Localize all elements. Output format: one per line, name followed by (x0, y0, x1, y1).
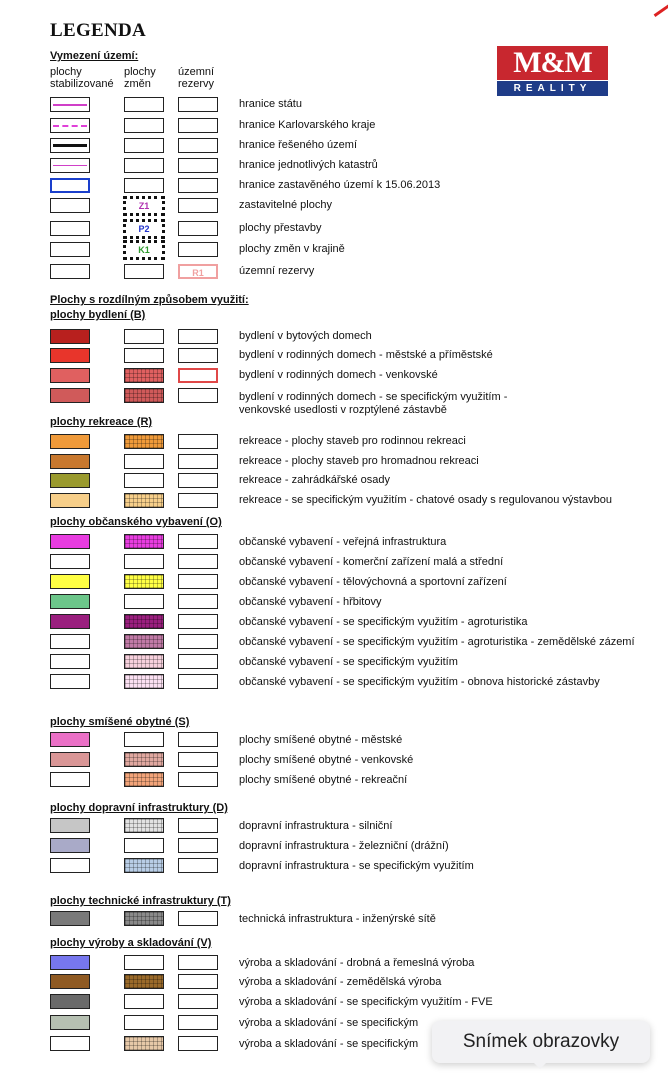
col-header-changes: plochy změn (124, 66, 156, 90)
label-landscape: plochy změn v krajině (239, 243, 345, 255)
tooltip-arrow (532, 1061, 548, 1069)
swatch-landscape-k1: K1 (123, 240, 165, 260)
label-o2: občanské vybavení - komerční zařízení malá a střední (239, 556, 504, 568)
swatch-state-border (50, 97, 90, 112)
label-d3: dopravní infrastruktura - se specifickým využitím (239, 860, 474, 872)
swatch-reserve-r1: R1 (178, 264, 218, 279)
label-state-border: hranice státu (239, 98, 302, 110)
section-vyroba: plochy výroby a skladování (V) (50, 937, 212, 949)
swatch-buildable-z1: Z1 (123, 196, 165, 216)
swatch-built-area (50, 178, 90, 193)
label-r2: rekreace - plochy staveb pro hromadnou rekreaci (239, 455, 479, 467)
label-o5: občanské vybavení - se specifickým využitím - agroturistika (239, 616, 528, 628)
swatch-redevelopment-p2: P2 (123, 219, 165, 239)
label-cadastre-border: hranice jednotlivých katastrů (239, 159, 378, 171)
label-b4b: venkovské usedlosti v rozptýlené zástavbě (239, 404, 447, 416)
label-o1: občanské vybavení - veřejná infrastruktura (239, 536, 447, 548)
label-area-border: hranice řešeného území (239, 139, 358, 151)
screenshot-tooltip[interactable]: Snímek obrazovky (432, 1021, 650, 1063)
label-b2: bydlení v rodinných domech - městské a příměstské (239, 349, 493, 361)
section-vymezeni: Vymezení území: (50, 50, 139, 62)
label-o6: občanské vybavení - se specifickým využitím - agroturistika - zemědělské zázemí (239, 636, 635, 648)
label-redevelopment: plochy přestavby (239, 222, 322, 234)
label-d1: dopravní infrastruktura - silniční (239, 820, 393, 832)
section-smisene: plochy smíšené obytné (S) (50, 716, 190, 728)
label-o8: občanské vybavení - se specifickým využitím - obnova historické zástavby (239, 676, 600, 688)
label-s3: plochy smíšené obytné - rekreační (239, 774, 408, 786)
swatch-region-border (50, 118, 90, 133)
corner-mark (648, 0, 668, 17)
label-t1: technická infrastruktura - inženýrské sítě (239, 913, 436, 925)
label-r1: rekreace - plochy staveb pro rodinnou rekreaci (239, 435, 466, 447)
label-r4: rekreace - se specifickým využitím - chatové osady s regulovanou výstavbou (239, 494, 612, 506)
section-obcanske: plochy občanského vybavení (O) (50, 516, 222, 528)
label-v4: výroba a skladování - se specifickým (239, 1017, 419, 1029)
label-o7: občanské vybavení - se specifickým využitím (239, 656, 458, 668)
label-b4a: bydlení v rodinných domech - se specifickým využitím - (239, 391, 508, 403)
label-o4: občanské vybavení - hřbitovy (239, 596, 382, 608)
label-v3: výroba a skladování - se specifickým využitím - FVE (239, 996, 493, 1008)
label-b1: bydlení v bytových domech (239, 330, 372, 342)
swatch-area-border (50, 138, 90, 153)
swatch-cadastre-border (50, 158, 90, 173)
section-bydleni: plochy bydlení (B) (50, 309, 146, 321)
label-buildable: zastavitelné plochy (239, 199, 332, 211)
label-s2: plochy smíšené obytné - venkovské (239, 754, 414, 766)
label-o3: občanské vybavení - tělovýchovná a sportovní zařízení (239, 576, 507, 588)
label-region-border: hranice Karlovarského kraje (239, 119, 376, 131)
label-v1: výroba a skladování - drobná a řemeslná výroba (239, 957, 475, 969)
section-dopravni: plochy dopravní infrastruktury (D) (50, 802, 228, 814)
col-header-stabilized: plochy stabilizované (50, 66, 114, 90)
label-built-area: hranice zastavěného území k 15.06.2013 (239, 179, 441, 191)
mm-reality-logo: M&M REALITY (497, 46, 608, 97)
label-d2: dopravní infrastruktura - železniční (drážní) (239, 840, 449, 852)
col-header-reserves: územní rezervy (178, 66, 215, 90)
section-land-use: Plochy s rozdílným způsobem využití: (50, 294, 249, 306)
label-s1: plochy smíšené obytné - městské (239, 734, 403, 746)
section-rekreace: plochy rekreace (R) (50, 416, 153, 428)
label-v5: výroba a skladování - se specifickým (239, 1038, 419, 1050)
section-technicke: plochy technické infrastruktury (T) (50, 895, 231, 907)
label-reserve: územní rezervy (239, 265, 315, 277)
label-v2: výroba a skladování - zemědělská výroba (239, 976, 442, 988)
legend-title: LEGENDA (50, 20, 147, 41)
label-b3: bydlení v rodinných domech - venkovské (239, 369, 438, 381)
label-r3: rekreace - zahrádkářské osady (239, 474, 391, 486)
